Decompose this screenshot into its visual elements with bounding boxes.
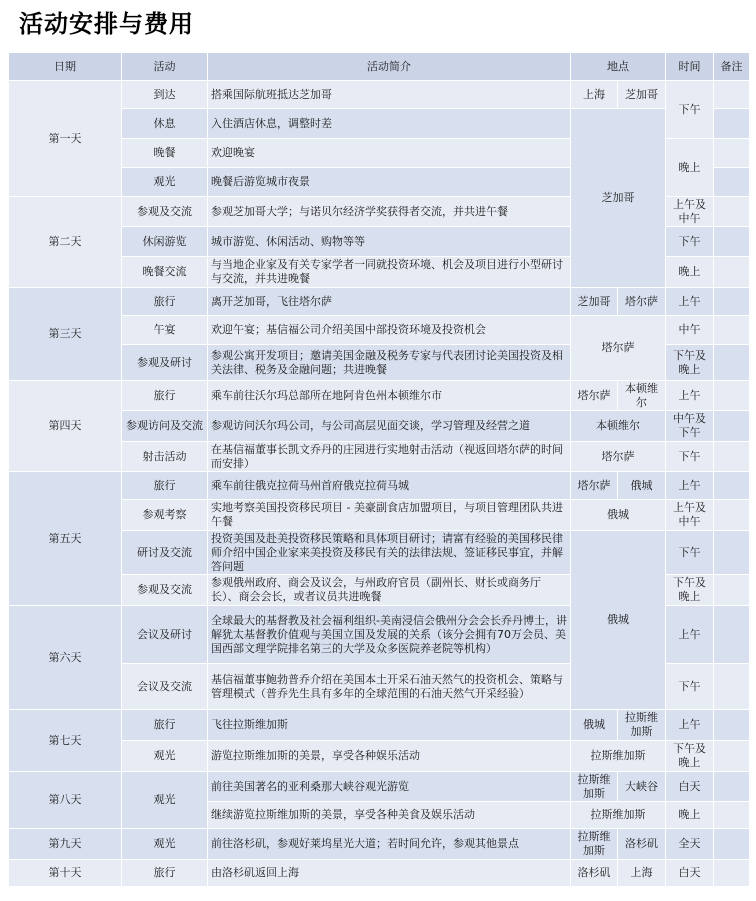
- location-from-cell: 拉斯维加斯: [571, 829, 618, 860]
- header-note: 备注: [714, 53, 750, 81]
- intro-cell: 全球最大的基督教及社会福利组织-美南浸信会俄州分会会长乔丹博士，讲解犹太基督教价值观与美国立国及发展的关系（该分会拥有70万会员、美国西部文理学院排名第三的大学及众多医院养老院等机构）: [208, 606, 571, 664]
- intro-cell: 在基信福董事长凯文乔丹的庄园进行实地射击活动（视返回塔尔萨的时间而安排）: [208, 442, 571, 472]
- intro-cell: 乘车前往俄克拉荷马州首府俄克拉荷马城: [208, 472, 571, 500]
- intro-cell: 离开芝加哥，飞往塔尔萨: [208, 288, 571, 316]
- intro-cell: 入住酒店休息，调整时差: [208, 109, 571, 139]
- location-from-cell: 拉斯维加斯: [571, 772, 618, 802]
- time-cell: 下午及晚上: [666, 741, 714, 772]
- day-cell: 第七天: [9, 710, 122, 772]
- day-cell: 第五天: [9, 472, 122, 606]
- activity-cell: 参观访问及交流: [122, 411, 208, 442]
- day-cell: 第十天: [9, 860, 122, 887]
- table-row: [9, 381, 750, 411]
- intro-cell: 参观公寓开发项目；邀请美国金融及税务专家与代表团讨论美国投资及相关法律、税务及金融问题；共进晚餐: [208, 345, 571, 381]
- note-cell: [714, 109, 750, 139]
- activity-cell: 旅行: [122, 472, 208, 500]
- time-cell: 下午: [666, 664, 714, 710]
- note-cell: [714, 316, 750, 345]
- activity-cell: 会议及研讨: [122, 606, 208, 664]
- time-cell: 上午及中午: [666, 500, 714, 531]
- location-to-cell: 上海: [618, 860, 666, 887]
- table-row: [9, 472, 750, 500]
- activity-cell: 参观及交流: [122, 197, 208, 227]
- header-location: 地点: [571, 53, 666, 81]
- time-cell: 下午及晚上: [666, 345, 714, 381]
- schedule-table: [8, 52, 750, 887]
- activity-cell: 观光: [122, 829, 208, 860]
- note-cell: [714, 81, 750, 109]
- header-date: 日期: [9, 53, 122, 81]
- location-cell: 塔尔萨: [571, 316, 666, 381]
- note-cell: [714, 411, 750, 442]
- location-to-cell: 塔尔萨: [618, 288, 666, 316]
- time-cell: 下午: [666, 227, 714, 257]
- intro-cell: 欢迎晚宴: [208, 139, 571, 168]
- location-cell: 俄城: [571, 500, 666, 531]
- activity-cell: 旅行: [122, 710, 208, 741]
- note-cell: [714, 802, 750, 829]
- page-title: 活动安排与费用: [19, 9, 194, 38]
- location-to-cell: 大峡谷: [618, 772, 666, 802]
- intro-cell: 城市游览、休闲活动、购物等等: [208, 227, 571, 257]
- note-cell: [714, 500, 750, 531]
- header-activity: 活动: [122, 53, 208, 81]
- activity-cell: 旅行: [122, 381, 208, 411]
- note-cell: [714, 442, 750, 472]
- intro-cell: 由洛杉矶返回上海: [208, 860, 571, 887]
- note-cell: [714, 575, 750, 606]
- table-row: [9, 81, 750, 109]
- activity-cell: 休闲游览: [122, 227, 208, 257]
- intro-cell: 参观芝加哥大学；与诺贝尔经济学奖获得者交流，并共进午餐: [208, 197, 571, 227]
- intro-cell: 前往洛杉矶，参观好莱坞星光大道；若时间允许，参观其他景点: [208, 829, 571, 860]
- intro-cell: 参观访问沃尔玛公司，与公司高层见面交谈，学习管理及经营之道: [208, 411, 571, 442]
- location-cell: 拉斯维加斯: [571, 802, 666, 829]
- note-cell: [714, 606, 750, 664]
- time-cell: 全天: [666, 829, 714, 860]
- activity-cell: 到达: [122, 81, 208, 109]
- table-row: [9, 860, 750, 887]
- note-cell: [714, 227, 750, 257]
- intro-cell: 实地考察美国投资移民项目 - 美豪副食店加盟项目，与项目管理团队共进午餐: [208, 500, 571, 531]
- activity-cell: 午宴: [122, 316, 208, 345]
- time-cell: 上午及中午: [666, 197, 714, 227]
- time-cell: 上午: [666, 472, 714, 500]
- location-to-cell: 拉斯维加斯: [618, 710, 666, 741]
- time-cell: 白天: [666, 860, 714, 887]
- activity-cell: 休息: [122, 109, 208, 139]
- activity-cell: 射击活动: [122, 442, 208, 472]
- intro-cell: 飞往拉斯维加斯: [208, 710, 571, 741]
- location-cell: 塔尔萨: [571, 442, 666, 472]
- time-cell: 下午: [666, 81, 714, 139]
- time-cell: 下午: [666, 442, 714, 472]
- location-cell: 俄城: [571, 531, 666, 710]
- time-cell: 晚上: [666, 139, 714, 197]
- location-cell: 芝加哥: [571, 109, 666, 288]
- location-cell: 拉斯维加斯: [571, 741, 666, 772]
- day-cell: 第四天: [9, 381, 122, 472]
- day-cell: 第八天: [9, 772, 122, 829]
- day-cell: 第九天: [9, 829, 122, 860]
- intro-cell: 前往美国著名的亚利桑那大峡谷观光游览: [208, 772, 571, 802]
- note-cell: [714, 531, 750, 575]
- day-cell: 第二天: [9, 197, 122, 288]
- time-cell: 下午: [666, 531, 714, 575]
- location-cell: 本顿维尔: [571, 411, 666, 442]
- table-row: [9, 829, 750, 860]
- time-cell: 白天: [666, 772, 714, 802]
- table-row: [9, 710, 750, 741]
- location-from-cell: 上海: [571, 81, 618, 109]
- day-cell: 第六天: [9, 606, 122, 710]
- note-cell: [714, 197, 750, 227]
- header-row: [9, 53, 750, 81]
- note-cell: [714, 860, 750, 887]
- intro-cell: 乘车前往沃尔玛总部所在地阿肯色州本顿维尔市: [208, 381, 571, 411]
- time-cell: 中午及下午: [666, 411, 714, 442]
- note-cell: [714, 257, 750, 288]
- note-cell: [714, 381, 750, 411]
- intro-cell: 欢迎午宴；基信福公司介绍美国中部投资环境及投资机会: [208, 316, 571, 345]
- location-from-cell: 俄城: [571, 710, 618, 741]
- location-to-cell: 芝加哥: [618, 81, 666, 109]
- day-cell: 第一天: [9, 81, 122, 197]
- table-row: [9, 772, 750, 802]
- intro-cell: 晚餐后游览城市夜景: [208, 168, 571, 197]
- note-cell: [714, 710, 750, 741]
- intro-cell: 游览拉斯维加斯的美景，享受各种娱乐活动: [208, 741, 571, 772]
- time-cell: 上午: [666, 288, 714, 316]
- activity-cell: 旅行: [122, 860, 208, 887]
- activity-cell: 参观考察: [122, 500, 208, 531]
- location-from-cell: 塔尔萨: [571, 472, 618, 500]
- time-cell: 下午及晚上: [666, 575, 714, 606]
- location-from-cell: 塔尔萨: [571, 381, 618, 411]
- time-cell: 上午: [666, 606, 714, 664]
- activity-cell: 观光: [122, 741, 208, 772]
- intro-cell: 搭乘国际航班抵达芝加哥: [208, 81, 571, 109]
- location-to-cell: 洛杉矶: [618, 829, 666, 860]
- note-cell: [714, 168, 750, 197]
- header-intro: 活动简介: [208, 53, 571, 81]
- intro-cell: 与当地企业家及有关专家学者一同就投资环境、机会及项目进行小型研讨与交流，并共进晚餐: [208, 257, 571, 288]
- note-cell: [714, 772, 750, 802]
- location-to-cell: 本顿维尔: [618, 381, 666, 411]
- note-cell: [714, 345, 750, 381]
- location-from-cell: 洛杉矶: [571, 860, 618, 887]
- time-cell: 晚上: [666, 257, 714, 288]
- intro-cell: 参观俄州政府、商会及议会，与州政府官员（副州长、财长或商务厅长）、商会会长，或者议员共进晚餐: [208, 575, 571, 606]
- activity-cell: 观光: [122, 168, 208, 197]
- header-time: 时间: [666, 53, 714, 81]
- time-cell: 上午: [666, 381, 714, 411]
- note-cell: [714, 664, 750, 710]
- note-cell: [714, 288, 750, 316]
- activity-cell: 参观及研讨: [122, 345, 208, 381]
- intro-cell: 投资美国及赴美投资移民策略和具体项目研讨；请富有经验的美国移民律师介绍中国企业家来美投资及移民有关的法律法规、签证移民事宜，并解答问题: [208, 531, 571, 575]
- location-from-cell: 芝加哥: [571, 288, 618, 316]
- time-cell: 中午: [666, 316, 714, 345]
- note-cell: [714, 741, 750, 772]
- day-cell: 第三天: [9, 288, 122, 381]
- time-cell: 晚上: [666, 802, 714, 829]
- activity-cell: 观光: [122, 772, 208, 829]
- activity-cell: 晚餐交流: [122, 257, 208, 288]
- activity-cell: 旅行: [122, 288, 208, 316]
- location-to-cell: 俄城: [618, 472, 666, 500]
- activity-cell: 晚餐: [122, 139, 208, 168]
- note-cell: [714, 472, 750, 500]
- activity-cell: 研讨及交流: [122, 531, 208, 575]
- table-row: [9, 288, 750, 316]
- note-cell: [714, 829, 750, 860]
- intro-cell: 基信福董事鲍勃普乔介绍在美国本土开采石油天然气的投资机会、策略与管理模式（普乔先生具有多年的全球范围的石油天然气开采经验）: [208, 664, 571, 710]
- activity-cell: 会议及交流: [122, 664, 208, 710]
- time-cell: 上午: [666, 710, 714, 741]
- activity-cell: 参观及交流: [122, 575, 208, 606]
- intro-cell: 继续游览拉斯维加斯的美景，享受各种美食及娱乐活动: [208, 802, 571, 829]
- note-cell: [714, 139, 750, 168]
